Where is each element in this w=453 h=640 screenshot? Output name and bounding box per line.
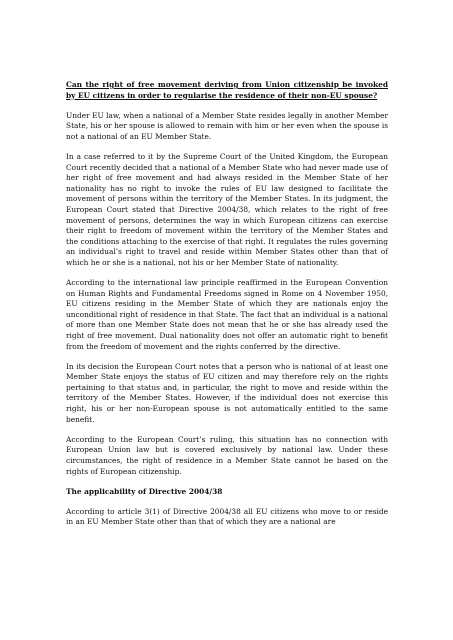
section-subheading: The applicability of Directive 2004/38 — [66, 486, 223, 496]
paragraph: According to article 3(1) of Directive 2004/38 all EU citizens who move to or reside in an EU Member State other than that of which they are a national are — [66, 506, 388, 527]
paragraph: According to the European Court’s ruling, this situation has no connection with European Union law but is covered exclusively by national law. Under these circumstances, the right of residence in a Member State cannot be based on the rights of European citizenship. — [66, 434, 388, 476]
paragraph: In a case referred to it by the Supreme Court of the United Kingdom, the European Court recently decided that a national of a Member State who had never made use of her right of free movement and had always resided in the Member State of her nationality has no right to invoke the rules of EU law designed to facilitate the movement of persons within the territory of the Member States. In its judgment, the European Court stated that Directive 2004/38, which relates to the right of free movement of persons, determines the way in which European citizens can exercise their right to freedom of movement within the territory of the Member States and the conditions attaching to the exercise of that right. It regulates the rules governing an individual’s right to travel and reside within Member States other than that of which he or she is a national, not his or her Member State of nationality. — [66, 151, 388, 267]
question-heading: Can the right of free movement deriving from Union citizenship be invoked by EU citizens in order to regularise the residence of their non-EU spouse? — [66, 80, 388, 100]
paragraph: According to the international law principle reaffirmed in the European Convention on Human Rights and Fundamental Freedoms signed in Rome on 4 November 1950, EU citizens residing in the Member State of which they are nationals enjoy the unconditional right of residence in that State. The fact that an individual is a national of more than one Member State does not mean that he or she has already used the right of free movement. Dual nationality does not offer an automatic right to benefit from the freedom of movement and the rights conferred by the directive. — [66, 278, 388, 351]
document-page — [66, 80, 388, 537]
paragraph: Under EU law, when a national of a Member State resides legally in another Member State, his or her spouse is allowed to remain with him or her even when the spouse is not a national of an EU Member State. — [66, 110, 388, 141]
paragraph: In its decision the European Court notes that a person who is national of at least one Member State enjoys the status of EU citizen and may therefore rely on the rights pertaining to that status and, in particular, the right to move and reside within the territory of the Member States. However, if the individual does not exercise this right, his or her non-European spouse is not automatically entitled to the same benefit. — [66, 361, 388, 424]
